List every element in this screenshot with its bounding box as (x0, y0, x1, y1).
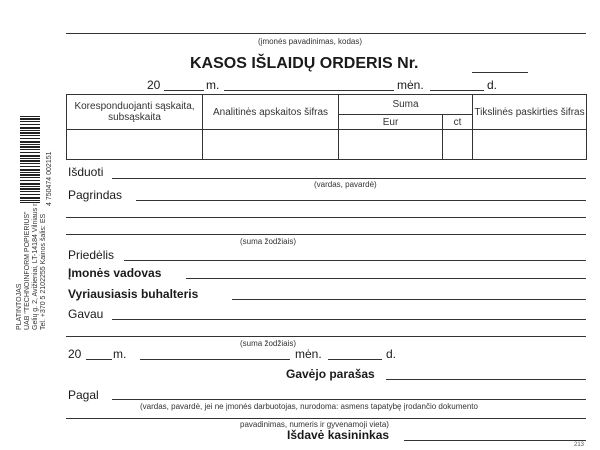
publisher-line3: Gelių g. 2, Avižieniai, LT-14184 Vilniaus r. (32, 201, 39, 330)
date2-year-label: 20 (68, 347, 82, 361)
pagrindas-line-2[interactable] (66, 217, 586, 218)
col-sum-header: Suma (339, 95, 473, 115)
date2-month-line[interactable] (140, 359, 290, 360)
document-title: KASOS IŠLAIDŲ ORDERIS Nr. (190, 55, 419, 72)
date-d-label: d. (487, 78, 498, 92)
date2-month-label: mėn. (295, 347, 322, 361)
vadovas-line[interactable] (186, 278, 586, 279)
cell-eur[interactable] (339, 130, 443, 160)
barcode-number: 4 750474 002151 (46, 151, 53, 206)
cell-account[interactable] (67, 130, 203, 160)
col-eur-header: Eur (339, 115, 443, 130)
pagrindas-label: Pagrindas (68, 188, 123, 202)
vadovas-label: Įmonės vadovas (68, 266, 162, 280)
form-code: 213 (574, 442, 585, 448)
pagal-line-1[interactable] (112, 399, 586, 400)
date2-m-label: m. (113, 347, 127, 361)
isdave-line[interactable] (404, 440, 586, 441)
date-year-line[interactable] (164, 90, 204, 91)
date2-day-line[interactable] (328, 359, 382, 360)
suma-caption-2: (suma žodžiais) (240, 339, 297, 348)
gavau-line-1[interactable] (112, 319, 586, 320)
publisher-info (16, 202, 48, 330)
date-month-line[interactable] (224, 90, 394, 91)
col-account-header: Koresponduojanti sąskaita, subsąskaita (67, 95, 203, 130)
buhalteris-label: Vyriausiasis buhalteris (68, 287, 199, 301)
isdave-label: Išdavė kasininkas (287, 428, 390, 442)
gavejo-parasas-label: Gavėjo parašas (286, 367, 375, 381)
pagrindas-line-1[interactable] (136, 200, 586, 201)
order-number-line[interactable] (472, 72, 528, 73)
cell-ct[interactable] (443, 130, 473, 160)
buhalteris-line[interactable] (232, 299, 586, 300)
date-month-label: mėn. (397, 78, 424, 92)
company-caption: (įmonės pavadinimas, kodas) (258, 37, 363, 46)
date-day-line[interactable] (430, 90, 484, 91)
publisher-line4: Tel. +370 5 2102255 Kainos šalis: ES (40, 213, 47, 330)
publisher-line2: UAB "TECHNOINFORM POPIERIUS" (24, 211, 31, 330)
date2-d-label: d. (386, 347, 397, 361)
gavejo-parasas-line[interactable] (386, 379, 586, 380)
col-ct-header: ct (443, 115, 473, 130)
pagal-caption: (vardas, pavardė, jei ne įmonės darbuotojas, nurodoma: asmens tapatybę įrodančio dokumento (140, 402, 478, 411)
isduoti-label: Išduoti (68, 165, 104, 179)
gavau-line-2[interactable] (66, 336, 586, 337)
date2-year-line[interactable] (86, 359, 112, 360)
cell-purpose[interactable] (473, 130, 587, 160)
priedelis-line[interactable] (124, 260, 586, 261)
pagal-line-2[interactable] (66, 418, 586, 419)
pagal-caption-2: pavadinimas, numeris ir gyvenamoji vieta) (240, 420, 389, 429)
publisher-line1: PLATINTOJAS (16, 283, 23, 330)
cell-analytic[interactable] (203, 130, 339, 160)
vardas-caption: (vardas, pavardė) (314, 180, 377, 189)
col-purpose-header: Tikslinės paskirties šifras (473, 95, 587, 130)
suma-caption-1: (suma žodžiais) (240, 237, 297, 246)
suma-zodziais-line-1[interactable] (66, 234, 586, 235)
date-m-label: m. (206, 78, 220, 92)
accounting-table (66, 94, 587, 160)
col-analytic-header: Analitinės apskaitos šifras (203, 95, 339, 130)
company-line[interactable] (66, 33, 586, 34)
priedelis-label: Priedėlis (68, 248, 115, 262)
pagal-label: Pagal (68, 388, 99, 402)
gavau-label: Gavau (68, 307, 104, 321)
isduoti-line[interactable] (112, 178, 586, 179)
date-year-label: 20 (147, 78, 161, 92)
barcode (20, 116, 40, 203)
